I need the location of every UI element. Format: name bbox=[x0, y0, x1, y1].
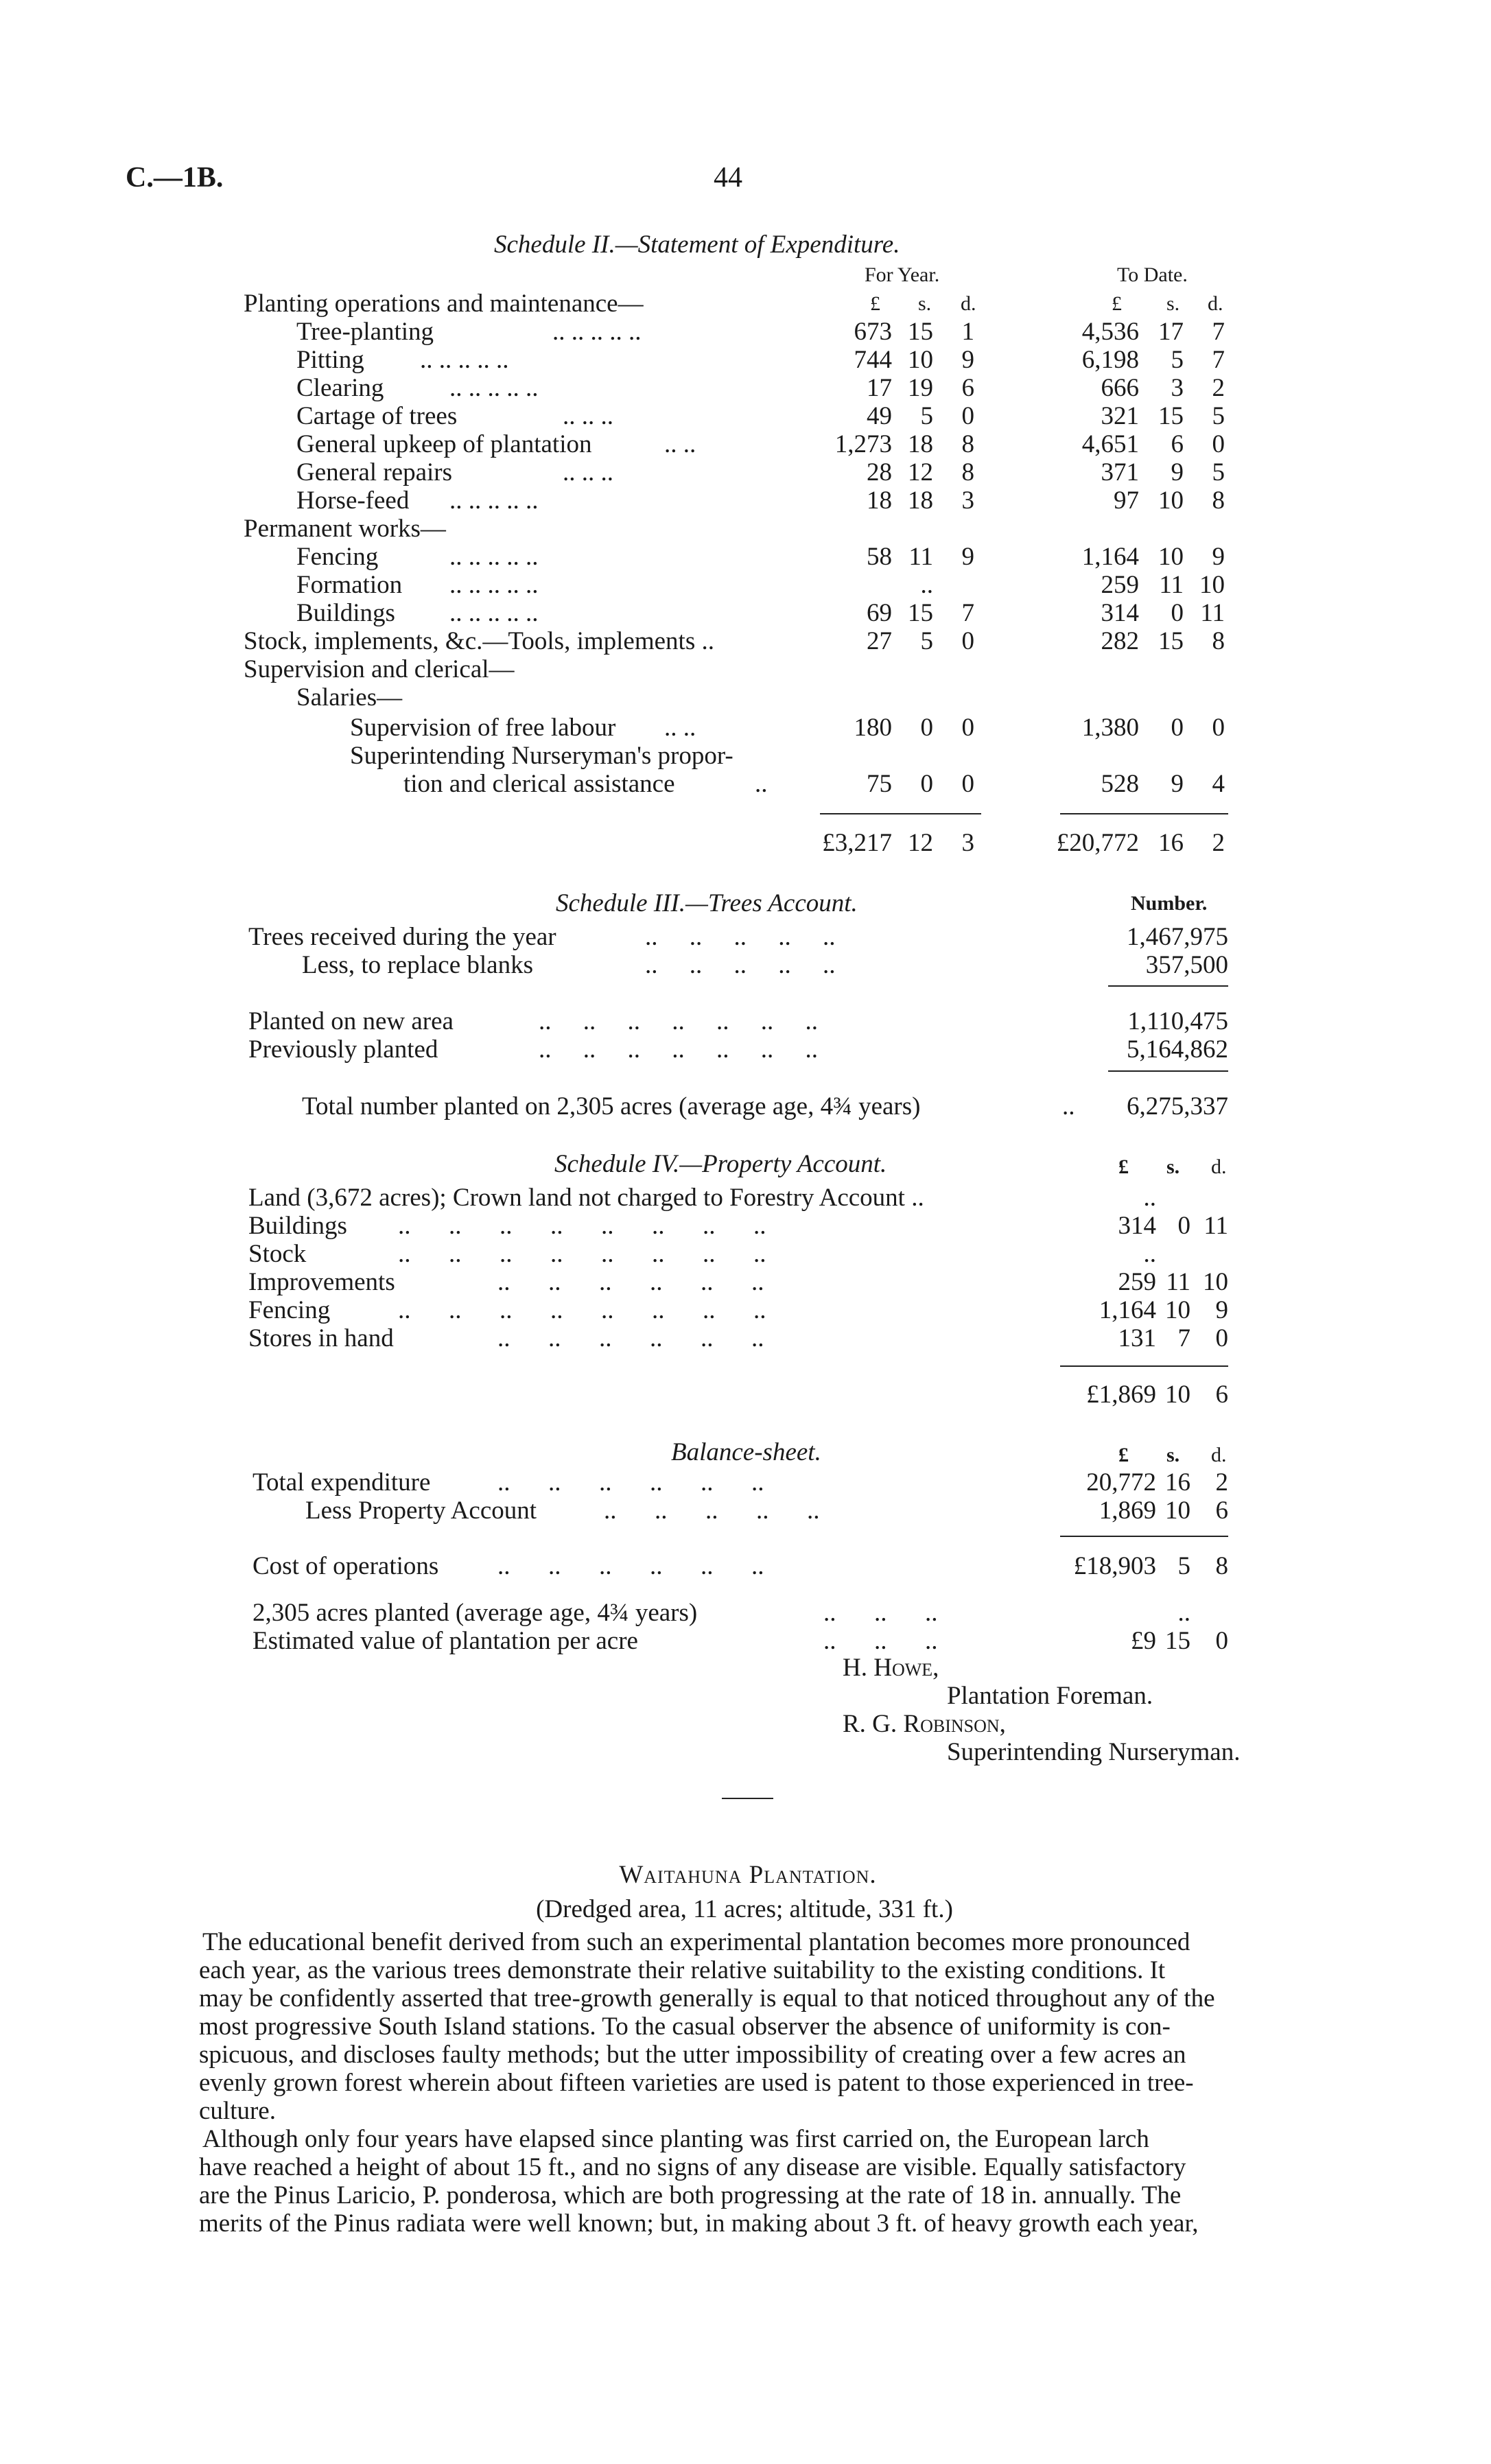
property-total-rule bbox=[1060, 1365, 1228, 1367]
date-pounds: 666 bbox=[1101, 374, 1139, 402]
property-pence: 11 bbox=[1204, 1212, 1228, 1240]
leader-dots: .. .. .. .. .. bbox=[449, 543, 539, 571]
total-rule-year bbox=[820, 813, 981, 814]
date-shillings: 10 bbox=[1158, 486, 1184, 515]
date-pence: 2 bbox=[1212, 374, 1225, 402]
unit-pence: d. bbox=[1211, 1444, 1227, 1466]
cost-pence: 8 bbox=[1215, 1552, 1228, 1580]
expenditure-row-label: Clearing bbox=[296, 374, 384, 402]
est-shillings: 15 bbox=[1165, 1627, 1190, 1655]
year-shillings: 5 bbox=[920, 402, 933, 430]
date-shillings: 0 bbox=[1171, 714, 1184, 742]
trees-row-label: Planted on new area bbox=[248, 1007, 454, 1035]
unit-pence: d. bbox=[1211, 1155, 1227, 1178]
trees-row-value: 5,164,862 bbox=[1127, 1035, 1228, 1064]
property-row-label: Buildings bbox=[248, 1212, 347, 1240]
trees-subtotal-rule bbox=[1108, 985, 1228, 987]
total-date-pounds: £20,772 bbox=[1056, 829, 1139, 857]
year-pounds: 1,273 bbox=[834, 430, 892, 458]
trees-row-value: 357,500 bbox=[1145, 951, 1228, 979]
expenditure-row-label: tion and clerical assistance bbox=[403, 770, 675, 798]
year-shillings: 12 bbox=[908, 458, 933, 486]
balance-pounds: 20,772 bbox=[1086, 1468, 1156, 1497]
paragraph-line: The educational benefit derived from such an experimental plantation becomes more pronounced bbox=[202, 1928, 1190, 1956]
date-pounds: 6,198 bbox=[1081, 346, 1139, 374]
date-pence: 0 bbox=[1212, 430, 1225, 458]
date-pounds: 371 bbox=[1101, 458, 1139, 486]
property-total-shillings: 10 bbox=[1165, 1381, 1190, 1409]
property-row-label: Fencing bbox=[248, 1296, 331, 1324]
balance-shillings: 16 bbox=[1165, 1468, 1190, 1497]
property-pence: 0 bbox=[1215, 1324, 1228, 1352]
leader-dots: .. .. .. .. .. .. .. .. bbox=[398, 1212, 766, 1240]
unit-pound-year: £ bbox=[870, 292, 880, 315]
leader-dots: .. .. .. .. .. bbox=[604, 1497, 820, 1525]
expenditure-row-label: Salaries— bbox=[296, 683, 403, 712]
property-pounds: .. bbox=[1143, 1184, 1156, 1212]
year-pounds: 180 bbox=[854, 714, 892, 742]
date-shillings: 9 bbox=[1171, 770, 1184, 798]
date-pounds: 1,164 bbox=[1081, 543, 1139, 571]
date-pence: 5 bbox=[1212, 402, 1225, 430]
property-pounds: .. bbox=[1143, 1240, 1156, 1268]
leader-dots: .. .. .. bbox=[563, 458, 613, 486]
year-shillings: .. bbox=[920, 571, 933, 599]
trees-total-value: 6,275,337 bbox=[1127, 1092, 1228, 1120]
expenditure-row-label: Supervision and clerical— bbox=[244, 655, 515, 683]
leader-dots: .. .. .. bbox=[563, 402, 613, 430]
cost-pounds: £18,903 bbox=[1073, 1552, 1156, 1580]
paragraph-line: merits of the Pinus radiata were well known; but, in making about 3 ft. of heavy growth each year, bbox=[199, 2209, 1199, 2238]
year-pence: 6 bbox=[961, 374, 974, 402]
year-pence: 0 bbox=[961, 714, 974, 742]
leader-dots: .. .. .. .. .. bbox=[449, 486, 539, 515]
trees-total-rule bbox=[1108, 1070, 1228, 1072]
year-pence: 0 bbox=[961, 770, 974, 798]
year-shillings: 10 bbox=[908, 346, 933, 374]
expenditure-row-label: Planting operations and maintenance— bbox=[244, 290, 644, 318]
unit-pence-date: d. bbox=[1208, 292, 1223, 315]
date-pounds: 314 bbox=[1101, 599, 1139, 627]
date-pounds: 1,380 bbox=[1081, 714, 1139, 742]
date-shillings: 0 bbox=[1171, 599, 1184, 627]
date-shillings: 10 bbox=[1158, 543, 1184, 571]
year-pence: 1 bbox=[961, 318, 974, 346]
year-pence: 3 bbox=[961, 486, 974, 515]
section-divider bbox=[722, 1798, 773, 1799]
trees-total-label: Total number planted on 2,305 acres (average age, 4¾ years) bbox=[302, 1092, 921, 1120]
balance-label: Estimated value of plantation per acre bbox=[253, 1627, 638, 1655]
paragraph-line: spicuous, and discloses faulty methods; but the utter impossibility of creating over a few acres an bbox=[199, 2041, 1186, 2069]
property-shillings: 11 bbox=[1166, 1268, 1190, 1296]
col-number: Number. bbox=[1131, 892, 1208, 915]
year-shillings: 18 bbox=[908, 486, 933, 515]
property-row-label: Stores in hand bbox=[248, 1324, 394, 1352]
signature-title: Superintending Nurseryman. bbox=[947, 1738, 1241, 1766]
paragraph-line: evenly grown forest wherein about fifteen varieties are used is patent to those experienced in tree- bbox=[199, 2069, 1194, 2097]
schedule-3-title: Schedule III.—Trees Account. bbox=[556, 889, 858, 917]
schedule-2-title: Schedule II.—Statement of Expenditure. bbox=[494, 231, 900, 259]
year-pence: 9 bbox=[961, 543, 974, 571]
leader-dots: .. .. bbox=[664, 714, 696, 742]
date-pounds: 97 bbox=[1114, 486, 1139, 515]
paragraph-line: most progressive South Island stations. To the casual observer the absence of uniformity is con- bbox=[199, 2013, 1171, 2041]
leader-dots: .. bbox=[755, 770, 768, 798]
leader-dots: .. .. .. .. .. .. bbox=[497, 1468, 764, 1497]
date-pounds: 4,536 bbox=[1081, 318, 1139, 346]
expenditure-row-label: Fencing bbox=[296, 543, 379, 571]
total-date-shillings: 16 bbox=[1158, 829, 1184, 857]
leader-dots: .. .. .. .. .. .. bbox=[497, 1324, 764, 1352]
year-pounds: 58 bbox=[867, 543, 892, 571]
unit-shilling: s. bbox=[1166, 1155, 1180, 1178]
signature-name: R. G. Robinson, bbox=[843, 1710, 1006, 1738]
leader-dots: .. .. .. .. .. .. bbox=[497, 1268, 764, 1296]
property-total-pounds: £1,869 bbox=[1086, 1381, 1156, 1409]
year-pence: 8 bbox=[961, 430, 974, 458]
year-pounds: 75 bbox=[867, 770, 892, 798]
date-pence: 5 bbox=[1212, 458, 1225, 486]
property-pence: 10 bbox=[1203, 1268, 1228, 1296]
date-shillings: 17 bbox=[1158, 318, 1184, 346]
date-pence: 11 bbox=[1200, 599, 1225, 627]
paragraph-line: Although only four years have elapsed since planting was first carried on, the European larch bbox=[202, 2125, 1149, 2153]
col-to-date: To Date. bbox=[1117, 263, 1188, 286]
leader-dots: .. .. .. .. .. bbox=[449, 571, 539, 599]
unit-pence-year: d. bbox=[961, 292, 976, 315]
year-pounds: 673 bbox=[854, 318, 892, 346]
paragraph-line: culture. bbox=[199, 2097, 276, 2125]
paragraph-line: each year, as the various trees demonstrate their relative suitability to the existing conditions. It bbox=[199, 1956, 1166, 1984]
year-shillings: 0 bbox=[920, 714, 933, 742]
year-pounds: 744 bbox=[854, 346, 892, 374]
balance-label: Cost of operations bbox=[253, 1552, 439, 1580]
date-pounds: 4,651 bbox=[1081, 430, 1139, 458]
date-pence: 0 bbox=[1212, 714, 1225, 742]
trees-row-label: Previously planted bbox=[248, 1035, 438, 1064]
leader-dots: .. .. .. .. .. .. .. bbox=[539, 1007, 818, 1035]
unit-shilling: s. bbox=[1166, 1444, 1180, 1466]
date-pence: 7 bbox=[1212, 318, 1225, 346]
date-pence: 9 bbox=[1212, 543, 1225, 571]
year-pence: 9 bbox=[961, 346, 974, 374]
date-shillings: 15 bbox=[1158, 402, 1184, 430]
property-shillings: 0 bbox=[1177, 1212, 1190, 1240]
date-shillings: 3 bbox=[1171, 374, 1184, 402]
year-pence: 8 bbox=[961, 458, 974, 486]
trees-row-label: Less, to replace blanks bbox=[302, 951, 533, 979]
trees-row-value: 1,467,975 bbox=[1127, 923, 1228, 951]
year-pounds: 69 bbox=[867, 599, 892, 627]
unit-shilling-date: s. bbox=[1166, 292, 1180, 315]
est-pence: 0 bbox=[1215, 1627, 1228, 1655]
balance-label: Total expenditure bbox=[253, 1468, 431, 1497]
year-shillings: 15 bbox=[908, 599, 933, 627]
year-pounds: 17 bbox=[867, 374, 892, 402]
leader-dots: .. .. .. .. .. bbox=[420, 346, 509, 374]
year-pounds: 27 bbox=[867, 627, 892, 655]
date-pence: 10 bbox=[1199, 571, 1225, 599]
year-shillings: 19 bbox=[908, 374, 933, 402]
leader-dots: .. bbox=[1062, 1092, 1075, 1120]
leader-dots: .. .. .. bbox=[823, 1627, 938, 1655]
trees-row-value: 1,110,475 bbox=[1127, 1007, 1228, 1035]
date-pounds: 259 bbox=[1101, 571, 1139, 599]
acres-value: .. bbox=[1177, 1599, 1190, 1627]
section-heading: Waitahuna Plantation. bbox=[619, 1861, 877, 1889]
col-for-year: For Year. bbox=[865, 263, 940, 286]
paragraph-line: may be confidently asserted that tree-growth generally is equal to that noticed throughout any of the bbox=[199, 1984, 1215, 2013]
year-pounds: 49 bbox=[867, 402, 892, 430]
year-shillings: 11 bbox=[908, 543, 933, 571]
expenditure-row-label: Supervision of free labour bbox=[350, 714, 616, 742]
year-pence: 7 bbox=[961, 599, 974, 627]
year-shillings: 5 bbox=[920, 627, 933, 655]
document-reference: C.—1B. bbox=[126, 162, 224, 193]
date-shillings: 5 bbox=[1171, 346, 1184, 374]
est-pounds: £9 bbox=[1131, 1627, 1156, 1655]
date-shillings: 11 bbox=[1159, 571, 1184, 599]
balance-label: Less Property Account bbox=[305, 1497, 537, 1525]
balance-pounds: 1,869 bbox=[1099, 1497, 1156, 1525]
unit-pound-date: £ bbox=[1112, 292, 1122, 315]
leader-dots: .. .. .. .. .. bbox=[552, 318, 642, 346]
total-year-shillings: 12 bbox=[908, 829, 933, 857]
expenditure-row-label: Buildings bbox=[296, 599, 395, 627]
leader-dots: .. .. .. bbox=[823, 1599, 938, 1627]
section-subheading: (Dredged area, 11 acres; altitude, 331 ft.) bbox=[536, 1895, 953, 1923]
unit-pound: £ bbox=[1118, 1155, 1129, 1178]
total-year-pounds: £3,217 bbox=[822, 829, 892, 857]
property-shillings: 10 bbox=[1165, 1296, 1190, 1324]
date-shillings: 9 bbox=[1171, 458, 1184, 486]
property-pounds: 314 bbox=[1118, 1212, 1156, 1240]
leader-dots: .. .. .. .. .. .. bbox=[497, 1552, 764, 1580]
expenditure-row-label: Horse-feed bbox=[296, 486, 410, 515]
cost-shillings: 5 bbox=[1177, 1552, 1190, 1580]
balance-label: 2,305 acres planted (average age, 4¾ years) bbox=[253, 1599, 698, 1627]
leader-dots: .. .. .. .. .. .. .. bbox=[539, 1035, 818, 1064]
expenditure-row-label: General upkeep of plantation bbox=[296, 430, 592, 458]
year-shillings: 15 bbox=[908, 318, 933, 346]
total-rule-date bbox=[1060, 813, 1228, 814]
date-pounds: 321 bbox=[1101, 402, 1139, 430]
date-pence: 8 bbox=[1212, 486, 1225, 515]
unit-shilling-year: s. bbox=[918, 292, 932, 315]
date-pence: 4 bbox=[1212, 770, 1225, 798]
leader-dots: .. .. .. .. .. bbox=[645, 923, 836, 951]
year-shillings: 18 bbox=[908, 430, 933, 458]
unit-pound: £ bbox=[1118, 1444, 1129, 1466]
balance-rule bbox=[1060, 1536, 1228, 1537]
year-shillings: 0 bbox=[920, 770, 933, 798]
trees-row-label: Trees received during the year bbox=[248, 923, 556, 951]
property-pounds: 1,164 bbox=[1099, 1296, 1156, 1324]
property-pounds: 259 bbox=[1118, 1268, 1156, 1296]
year-pence: 0 bbox=[961, 627, 974, 655]
date-pounds: 528 bbox=[1101, 770, 1139, 798]
property-shillings: 7 bbox=[1177, 1324, 1190, 1352]
leader-dots: .. .. .. .. .. bbox=[645, 951, 836, 979]
expenditure-row-label: Tree-planting bbox=[296, 318, 434, 346]
leader-dots: .. .. .. .. .. bbox=[449, 599, 539, 627]
expenditure-row-label: Pitting bbox=[296, 346, 364, 374]
property-total-pence: 6 bbox=[1215, 1381, 1228, 1409]
balance-pence: 2 bbox=[1215, 1468, 1228, 1497]
date-pence: 8 bbox=[1212, 627, 1225, 655]
date-pounds: 282 bbox=[1101, 627, 1139, 655]
leader-dots: .. .. .. .. .. .. .. .. bbox=[398, 1296, 766, 1324]
balance-sheet-title: Balance-sheet. bbox=[671, 1438, 821, 1466]
date-shillings: 6 bbox=[1171, 430, 1184, 458]
signature-title: Plantation Foreman. bbox=[947, 1682, 1153, 1710]
expenditure-row-label: Superintending Nurseryman's propor- bbox=[350, 742, 733, 770]
signature-name: H. Howe, bbox=[843, 1654, 939, 1682]
property-row-label: Stock bbox=[248, 1240, 307, 1268]
paragraph-line: have reached a height of about 15 ft., and no signs of any disease are visible. Equally satisfactory bbox=[199, 2153, 1186, 2181]
leader-dots: .. .. .. .. .. .. .. .. bbox=[398, 1240, 766, 1268]
property-pounds: 131 bbox=[1118, 1324, 1156, 1352]
property-pence: 9 bbox=[1215, 1296, 1228, 1324]
date-shillings: 15 bbox=[1158, 627, 1184, 655]
property-row-label: Improvements bbox=[248, 1268, 395, 1296]
total-date-pence: 2 bbox=[1212, 829, 1225, 857]
schedule-4-title: Schedule IV.—Property Account. bbox=[554, 1150, 887, 1178]
property-row-label: Land (3,672 acres); Crown land not charged to Forestry Account .. bbox=[248, 1184, 924, 1212]
leader-dots: .. .. bbox=[664, 430, 696, 458]
page-number: 44 bbox=[714, 162, 742, 193]
balance-pence: 6 bbox=[1215, 1497, 1228, 1525]
expenditure-row-label: Cartage of trees bbox=[296, 402, 458, 430]
expenditure-row-label: Formation bbox=[296, 571, 403, 599]
expenditure-row-label: Permanent works— bbox=[244, 515, 446, 543]
expenditure-row-label: Stock, implements, &c.—Tools, implements .. bbox=[244, 627, 714, 655]
balance-shillings: 10 bbox=[1165, 1497, 1190, 1525]
total-year-pence: 3 bbox=[961, 829, 974, 857]
year-pounds: 18 bbox=[867, 486, 892, 515]
leader-dots: .. .. .. .. .. bbox=[449, 374, 539, 402]
year-pence: 0 bbox=[961, 402, 974, 430]
expenditure-row-label: General repairs bbox=[296, 458, 453, 486]
date-pence: 7 bbox=[1212, 346, 1225, 374]
paragraph-line: are the Pinus Laricio, P. ponderosa, which are both progressing at the rate of 18 in. annually. The bbox=[199, 2181, 1182, 2209]
year-pounds: 28 bbox=[867, 458, 892, 486]
